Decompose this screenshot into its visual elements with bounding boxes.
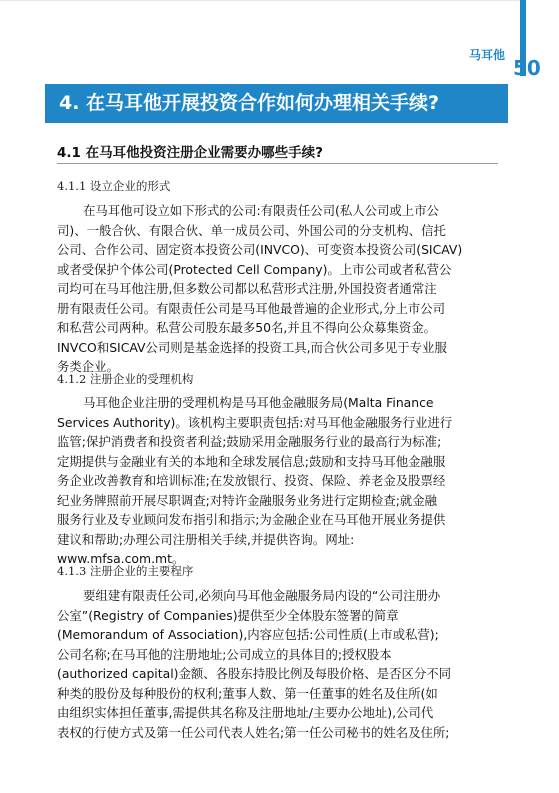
text-line: 定期提供与金融业有关的本地和全球发展信息;鼓励和支持马耳他金融服 [57,453,446,469]
paragraph-company-forms [57,201,499,377]
section-title: 4.1 在马耳他投资注册企业需要办哪些手续? [57,145,323,161]
subsection-heading-forms: 4.1.1 设立企业的形式 [57,179,171,193]
subsection-heading-agency: 4.1.2 注册企业的受理机构 [57,372,194,386]
text-line: Services Authority)。该机构主要职责包括:对马耳他金融服务行业进行 [57,414,453,430]
text-line: 务企业改善教育和培训标准;在发放银行、投资、保险、养老金及股票经 [57,473,446,488]
paragraph-registration-procedure [57,586,499,742]
page-number: 50 [513,56,541,80]
text-line: 马耳他企业注册的受理机构是马耳他金融服务局(Malta Finance [83,395,434,410]
paragraph-registration-agency [57,393,499,569]
text-line: 公司名称;在马耳他的注册地址;公司成立的具体目的;授权股本 [57,646,392,662]
text-line: 或者受保护个体公司(Protected Cell Company)。上市公司或者私营公 [57,261,452,277]
text-line: INVCO和SICAV公司则是基金选择的投资工具,而合伙公司多见于专业服 [57,339,447,355]
header-rule [0,0,520,1]
text-line: 表权的行使方式及第一任公司代表人姓名;第一任公司秘书的姓名及住所; [57,724,450,740]
subsection-heading-procedure: 4.1.3 注册企业的主要程序 [57,564,194,578]
text-line: 和私营公司两种。私营公司股东最多50名,并且不得向公众募集资金。 [57,320,437,335]
text-line: 公室”(Registry of Companies)提供至少全体股东签署的简章 [57,607,399,623]
text-line: 种类的股份及每种股份的权利;董事人数、第一任董事的姓名及住所(如 [57,685,438,701]
text-line: 公司、合作公司、固定资本投资公司(INVCO)、可变资本投资公司(SICAV) [57,242,463,257]
text-line: 由组织实体担任董事,需提供其名称及注册地址/主要办公地址),公司代 [57,705,434,720]
running-title: 马耳他 [468,48,505,62]
text-line: 务类企业。 [57,359,119,374]
text-line: (Memorandum of Association),内容应包括:公司性质(上市或私营); [57,627,439,642]
text-line: www.mfsa.com.mt。 [57,551,185,566]
text-line: 监管;保护消费者和投资者利益;鼓励采用金融服务行业的最高行为标准; [57,434,442,449]
text-line: 司)、一般合伙、有限合伙、单一成员公司、外国公司的分支机构、信托 [57,222,446,238]
text-line: 要组建有限责任公司,必须向马耳他金融服务局内设的“公司注册办 [83,588,441,603]
text-line: 建议和帮助;办理公司注册相关手续,并提供咨询。网址: [57,531,355,547]
chapter-title: 4. 在马耳他开展投资合作如何办理相关手续? [45,84,508,123]
text-line: 在马耳他可设立如下形式的公司:有限责任公司(私人公司或上市公 [83,203,439,218]
text-line: (authorized capital)金额、各股东持股比例及每股价格、是否区分不同 [57,666,452,681]
text-line: 纪业务牌照前开展尽职调查;对特许金融服务业务进行定期检查;就金融 [57,492,438,508]
section-divider [57,163,498,164]
text-line: 册有限责任公司。有限责任公司是马耳他最普遍的企业形式,分上市公司 [57,300,446,316]
text-line: 服务行业及专业顾问发布指引和指示;为金融企业在马耳他开展业务提供 [57,512,446,527]
text-line: 司均可在马耳他注册,但多数公司都以私营形式注册,外国投资者通常注 [57,281,437,296]
